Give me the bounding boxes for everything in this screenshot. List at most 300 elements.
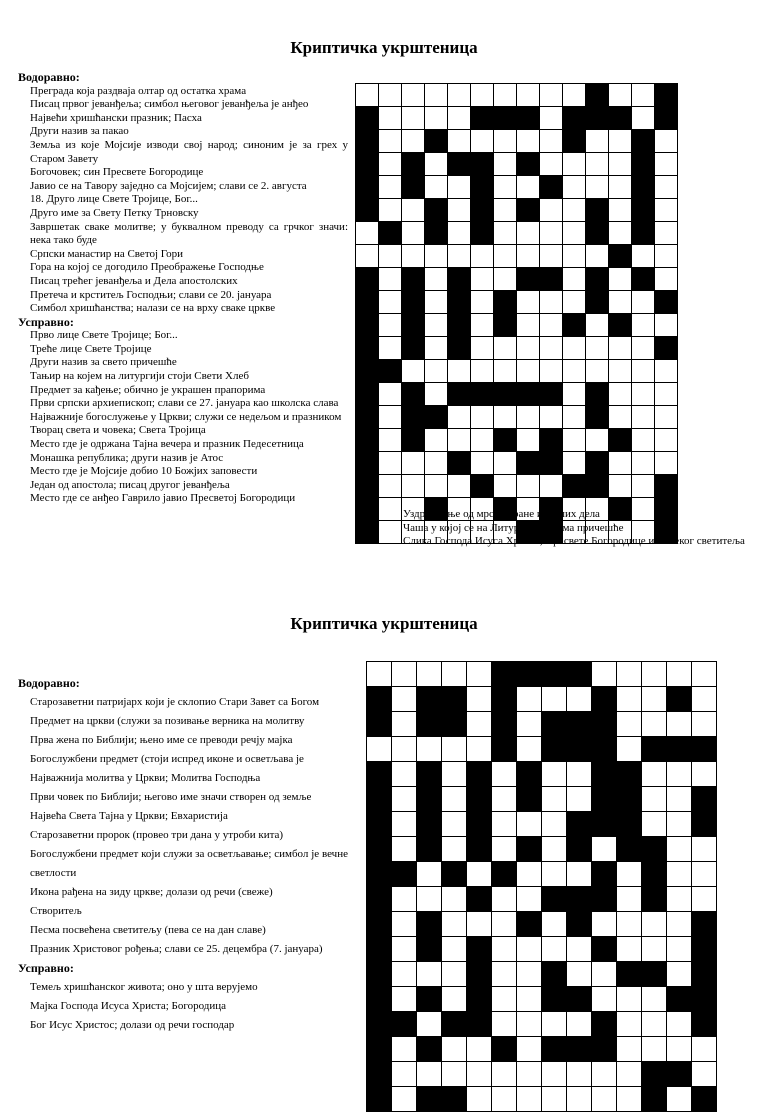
- puzzle1-letter-cell[interactable]: [402, 84, 424, 106]
- puzzle2-letter-cell[interactable]: [467, 1087, 491, 1111]
- puzzle1-letter-cell[interactable]: [494, 268, 516, 290]
- puzzle2-letter-cell[interactable]: [692, 762, 716, 786]
- puzzle2-letter-cell[interactable]: [642, 712, 666, 736]
- puzzle2-letter-cell[interactable]: [392, 662, 416, 686]
- puzzle1-letter-cell[interactable]: [471, 245, 493, 267]
- puzzle1-letter-cell[interactable]: [471, 429, 493, 451]
- puzzle2-letter-cell[interactable]: [442, 887, 466, 911]
- puzzle1-letter-cell[interactable]: [471, 130, 493, 152]
- puzzle2-letter-cell[interactable]: [642, 662, 666, 686]
- puzzle1-letter-cell[interactable]: [379, 176, 401, 198]
- puzzle2-letter-cell[interactable]: [567, 862, 591, 886]
- puzzle2-letter-cell[interactable]: [417, 737, 441, 761]
- puzzle2-letter-cell[interactable]: [567, 1087, 591, 1111]
- puzzle1-letter-cell[interactable]: [379, 337, 401, 359]
- puzzle1-letter-cell[interactable]: [448, 84, 470, 106]
- puzzle1-letter-cell[interactable]: [425, 429, 447, 451]
- puzzle2-letter-cell[interactable]: [667, 812, 691, 836]
- puzzle2-letter-cell[interactable]: [642, 912, 666, 936]
- puzzle2-letter-cell[interactable]: [542, 812, 566, 836]
- puzzle2-letter-cell[interactable]: [492, 937, 516, 961]
- puzzle1-letter-cell[interactable]: [517, 314, 539, 336]
- puzzle1-letter-cell[interactable]: [448, 130, 470, 152]
- puzzle1-letter-cell[interactable]: [448, 245, 470, 267]
- puzzle1-letter-cell[interactable]: [402, 199, 424, 221]
- puzzle2-letter-cell[interactable]: [492, 962, 516, 986]
- puzzle2-letter-cell[interactable]: [542, 762, 566, 786]
- puzzle2-letter-cell[interactable]: [417, 1012, 441, 1036]
- puzzle2-letter-cell[interactable]: [442, 787, 466, 811]
- puzzle1-letter-cell[interactable]: [632, 314, 654, 336]
- puzzle2-letter-cell[interactable]: [467, 737, 491, 761]
- puzzle2-letter-cell[interactable]: [617, 937, 641, 961]
- puzzle1-letter-cell[interactable]: [540, 291, 562, 313]
- puzzle2-letter-cell[interactable]: [492, 1012, 516, 1036]
- puzzle2-letter-cell[interactable]: [667, 887, 691, 911]
- puzzle2-letter-cell[interactable]: [567, 1062, 591, 1086]
- puzzle2-letter-cell[interactable]: [492, 812, 516, 836]
- puzzle2-letter-cell[interactable]: [617, 912, 641, 936]
- puzzle2-letter-cell[interactable]: [467, 862, 491, 886]
- puzzle2-letter-cell[interactable]: [592, 1087, 616, 1111]
- puzzle1-letter-cell[interactable]: [379, 521, 401, 543]
- puzzle2-letter-cell[interactable]: [642, 937, 666, 961]
- puzzle2-letter-cell[interactable]: [567, 762, 591, 786]
- puzzle1-letter-cell[interactable]: [517, 337, 539, 359]
- puzzle2-letter-cell[interactable]: [667, 1037, 691, 1061]
- puzzle2-letter-cell[interactable]: [442, 812, 466, 836]
- puzzle1-letter-cell[interactable]: [379, 452, 401, 474]
- puzzle1-letter-cell[interactable]: [425, 452, 447, 474]
- puzzle2-letter-cell[interactable]: [517, 962, 541, 986]
- puzzle2-letter-cell[interactable]: [492, 787, 516, 811]
- puzzle2-letter-cell[interactable]: [692, 687, 716, 711]
- puzzle1-letter-cell[interactable]: [655, 130, 677, 152]
- puzzle2-letter-cell[interactable]: [617, 737, 641, 761]
- puzzle2-letter-cell[interactable]: [617, 1012, 641, 1036]
- puzzle1-letter-cell[interactable]: [379, 406, 401, 428]
- puzzle2-letter-cell[interactable]: [542, 787, 566, 811]
- puzzle2-letter-cell[interactable]: [592, 662, 616, 686]
- puzzle1-letter-cell[interactable]: [632, 245, 654, 267]
- puzzle2-letter-cell[interactable]: [567, 787, 591, 811]
- puzzle1-letter-cell[interactable]: [494, 176, 516, 198]
- puzzle2-letter-cell[interactable]: [392, 962, 416, 986]
- puzzle1-letter-cell[interactable]: [402, 222, 424, 244]
- puzzle1-letter-cell[interactable]: [517, 176, 539, 198]
- puzzle2-letter-cell[interactable]: [442, 662, 466, 686]
- puzzle2-letter-cell[interactable]: [392, 687, 416, 711]
- puzzle1-letter-cell[interactable]: [494, 245, 516, 267]
- puzzle2-letter-cell[interactable]: [492, 887, 516, 911]
- puzzle1-letter-cell[interactable]: [379, 383, 401, 405]
- puzzle1-letter-cell[interactable]: [540, 222, 562, 244]
- puzzle2-letter-cell[interactable]: [492, 837, 516, 861]
- puzzle1-letter-cell[interactable]: [402, 475, 424, 497]
- puzzle2-letter-cell[interactable]: [567, 1012, 591, 1036]
- puzzle1-letter-cell[interactable]: [448, 222, 470, 244]
- puzzle1-letter-cell[interactable]: [609, 84, 631, 106]
- puzzle1-letter-cell[interactable]: [471, 84, 493, 106]
- puzzle2-letter-cell[interactable]: [617, 862, 641, 886]
- puzzle2-letter-cell[interactable]: [517, 712, 541, 736]
- puzzle2-letter-cell[interactable]: [517, 1012, 541, 1036]
- puzzle2-letter-cell[interactable]: [492, 1062, 516, 1086]
- puzzle1-letter-cell[interactable]: [540, 130, 562, 152]
- puzzle1-letter-cell[interactable]: [540, 475, 562, 497]
- puzzle2-letter-cell[interactable]: [667, 1012, 691, 1036]
- puzzle2-letter-cell[interactable]: [442, 837, 466, 861]
- puzzle2-letter-cell[interactable]: [667, 862, 691, 886]
- puzzle2-letter-cell[interactable]: [467, 912, 491, 936]
- puzzle2-letter-cell[interactable]: [692, 837, 716, 861]
- puzzle1-letter-cell[interactable]: [563, 153, 585, 175]
- puzzle1-letter-cell[interactable]: [609, 153, 631, 175]
- puzzle1-letter-cell[interactable]: [517, 245, 539, 267]
- puzzle1-letter-cell[interactable]: [425, 176, 447, 198]
- puzzle2-letter-cell[interactable]: [517, 812, 541, 836]
- puzzle1-letter-cell[interactable]: [379, 84, 401, 106]
- puzzle1-letter-cell[interactable]: [425, 337, 447, 359]
- puzzle1-letter-cell[interactable]: [425, 84, 447, 106]
- puzzle1-letter-cell[interactable]: [517, 429, 539, 451]
- puzzle1-letter-cell[interactable]: [494, 452, 516, 474]
- puzzle1-letter-cell[interactable]: [517, 222, 539, 244]
- puzzle1-letter-cell[interactable]: [609, 268, 631, 290]
- puzzle2-letter-cell[interactable]: [367, 737, 391, 761]
- puzzle2-letter-cell[interactable]: [392, 1037, 416, 1061]
- puzzle1-letter-cell[interactable]: [632, 291, 654, 313]
- puzzle1-letter-cell[interactable]: [471, 337, 493, 359]
- puzzle1-letter-cell[interactable]: [563, 176, 585, 198]
- puzzle1-letter-cell[interactable]: [540, 107, 562, 129]
- puzzle2-letter-cell[interactable]: [392, 987, 416, 1011]
- puzzle1-letter-cell[interactable]: [402, 245, 424, 267]
- puzzle2-letter-cell[interactable]: [442, 962, 466, 986]
- puzzle1-letter-cell[interactable]: [379, 107, 401, 129]
- puzzle2-letter-cell[interactable]: [542, 1012, 566, 1036]
- puzzle2-letter-cell[interactable]: [692, 1037, 716, 1061]
- puzzle2-letter-cell[interactable]: [442, 937, 466, 961]
- puzzle1-letter-cell[interactable]: [655, 452, 677, 474]
- puzzle2-letter-cell[interactable]: [667, 1087, 691, 1111]
- puzzle2-letter-cell[interactable]: [642, 1037, 666, 1061]
- puzzle1-letter-cell[interactable]: [655, 153, 677, 175]
- puzzle2-letter-cell[interactable]: [592, 987, 616, 1011]
- puzzle1-letter-cell[interactable]: [471, 360, 493, 382]
- puzzle1-letter-cell[interactable]: [425, 107, 447, 129]
- puzzle2-letter-cell[interactable]: [667, 762, 691, 786]
- puzzle1-letter-cell[interactable]: [609, 222, 631, 244]
- puzzle1-letter-cell[interactable]: [448, 107, 470, 129]
- puzzle1-letter-cell[interactable]: [448, 406, 470, 428]
- puzzle2-letter-cell[interactable]: [642, 687, 666, 711]
- puzzle1-letter-cell[interactable]: [655, 383, 677, 405]
- puzzle1-letter-cell[interactable]: [471, 268, 493, 290]
- puzzle1-letter-cell[interactable]: [517, 291, 539, 313]
- puzzle2-letter-cell[interactable]: [442, 1037, 466, 1061]
- puzzle1-letter-cell[interactable]: [655, 268, 677, 290]
- puzzle1-letter-cell[interactable]: [425, 383, 447, 405]
- puzzle2-letter-cell[interactable]: [492, 1087, 516, 1111]
- puzzle1-letter-cell[interactable]: [655, 406, 677, 428]
- puzzle2-letter-cell[interactable]: [442, 912, 466, 936]
- puzzle1-letter-cell[interactable]: [356, 222, 378, 244]
- puzzle1-letter-cell[interactable]: [655, 199, 677, 221]
- puzzle1-letter-cell[interactable]: [494, 130, 516, 152]
- puzzle1-letter-cell[interactable]: [425, 291, 447, 313]
- puzzle2-letter-cell[interactable]: [467, 687, 491, 711]
- puzzle1-letter-cell[interactable]: [425, 475, 447, 497]
- puzzle2-letter-cell[interactable]: [517, 937, 541, 961]
- puzzle1-letter-cell[interactable]: [494, 222, 516, 244]
- puzzle1-letter-cell[interactable]: [586, 314, 608, 336]
- puzzle1-letter-cell[interactable]: [586, 429, 608, 451]
- puzzle1-letter-cell[interactable]: [540, 199, 562, 221]
- puzzle1-letter-cell[interactable]: [494, 360, 516, 382]
- puzzle2-letter-cell[interactable]: [642, 1012, 666, 1036]
- puzzle1-letter-cell[interactable]: [632, 475, 654, 497]
- puzzle2-letter-cell[interactable]: [642, 812, 666, 836]
- puzzle2-letter-cell[interactable]: [617, 662, 641, 686]
- puzzle1-letter-cell[interactable]: [563, 337, 585, 359]
- puzzle1-letter-cell[interactable]: [563, 406, 585, 428]
- puzzle1-letter-cell[interactable]: [632, 429, 654, 451]
- puzzle2-letter-cell[interactable]: [542, 1062, 566, 1086]
- puzzle1-letter-cell[interactable]: [540, 406, 562, 428]
- puzzle1-letter-cell[interactable]: [632, 383, 654, 405]
- puzzle2-letter-cell[interactable]: [692, 862, 716, 886]
- puzzle2-letter-cell[interactable]: [467, 662, 491, 686]
- puzzle1-letter-cell[interactable]: [655, 429, 677, 451]
- puzzle1-letter-cell[interactable]: [517, 475, 539, 497]
- puzzle1-letter-cell[interactable]: [632, 337, 654, 359]
- puzzle1-letter-cell[interactable]: [609, 291, 631, 313]
- puzzle1-letter-cell[interactable]: [586, 337, 608, 359]
- puzzle2-letter-cell[interactable]: [392, 837, 416, 861]
- puzzle1-letter-cell[interactable]: [448, 199, 470, 221]
- puzzle2-letter-cell[interactable]: [517, 737, 541, 761]
- puzzle1-letter-cell[interactable]: [379, 314, 401, 336]
- puzzle1-letter-cell[interactable]: [517, 130, 539, 152]
- puzzle1-letter-cell[interactable]: [517, 360, 539, 382]
- puzzle2-letter-cell[interactable]: [592, 837, 616, 861]
- puzzle2-letter-cell[interactable]: [642, 987, 666, 1011]
- puzzle1-letter-cell[interactable]: [632, 406, 654, 428]
- puzzle2-letter-cell[interactable]: [392, 912, 416, 936]
- puzzle1-letter-cell[interactable]: [563, 452, 585, 474]
- puzzle2-letter-cell[interactable]: [667, 662, 691, 686]
- puzzle2-letter-cell[interactable]: [492, 912, 516, 936]
- puzzle1-letter-cell[interactable]: [609, 406, 631, 428]
- puzzle2-letter-cell[interactable]: [392, 1087, 416, 1111]
- puzzle1-letter-cell[interactable]: [609, 176, 631, 198]
- puzzle1-letter-cell[interactable]: [425, 245, 447, 267]
- puzzle2-letter-cell[interactable]: [442, 737, 466, 761]
- puzzle1-letter-cell[interactable]: [563, 199, 585, 221]
- puzzle2-letter-cell[interactable]: [392, 812, 416, 836]
- puzzle1-letter-cell[interactable]: [609, 475, 631, 497]
- puzzle1-letter-cell[interactable]: [471, 314, 493, 336]
- puzzle1-letter-cell[interactable]: [494, 337, 516, 359]
- puzzle1-letter-cell[interactable]: [448, 475, 470, 497]
- puzzle1-letter-cell[interactable]: [540, 360, 562, 382]
- puzzle1-letter-cell[interactable]: [563, 291, 585, 313]
- puzzle2-letter-cell[interactable]: [467, 712, 491, 736]
- puzzle1-letter-cell[interactable]: [609, 383, 631, 405]
- puzzle2-letter-cell[interactable]: [417, 862, 441, 886]
- puzzle2-letter-cell[interactable]: [692, 887, 716, 911]
- puzzle2-letter-cell[interactable]: [392, 937, 416, 961]
- puzzle2-letter-cell[interactable]: [392, 762, 416, 786]
- puzzle1-letter-cell[interactable]: [609, 199, 631, 221]
- puzzle2-letter-cell[interactable]: [642, 787, 666, 811]
- puzzle2-letter-cell[interactable]: [467, 1062, 491, 1086]
- puzzle1-letter-cell[interactable]: [632, 84, 654, 106]
- puzzle2-letter-cell[interactable]: [617, 887, 641, 911]
- puzzle1-letter-cell[interactable]: [655, 176, 677, 198]
- puzzle2-letter-cell[interactable]: [542, 912, 566, 936]
- puzzle2-letter-cell[interactable]: [617, 987, 641, 1011]
- puzzle1-letter-cell[interactable]: [586, 130, 608, 152]
- puzzle1-letter-cell[interactable]: [609, 337, 631, 359]
- puzzle2-letter-cell[interactable]: [667, 937, 691, 961]
- puzzle1-letter-cell[interactable]: [379, 291, 401, 313]
- puzzle2-letter-cell[interactable]: [517, 987, 541, 1011]
- puzzle2-letter-cell[interactable]: [517, 1037, 541, 1061]
- puzzle1-letter-cell[interactable]: [563, 222, 585, 244]
- puzzle2-letter-cell[interactable]: [367, 662, 391, 686]
- puzzle2-letter-cell[interactable]: [692, 1062, 716, 1086]
- puzzle2-letter-cell[interactable]: [492, 762, 516, 786]
- puzzle1-letter-cell[interactable]: [379, 475, 401, 497]
- puzzle1-letter-cell[interactable]: [586, 153, 608, 175]
- puzzle1-letter-cell[interactable]: [379, 199, 401, 221]
- puzzle2-letter-cell[interactable]: [567, 937, 591, 961]
- puzzle1-letter-cell[interactable]: [379, 498, 401, 520]
- puzzle1-letter-cell[interactable]: [379, 429, 401, 451]
- puzzle1-letter-cell[interactable]: [563, 245, 585, 267]
- puzzle2-letter-cell[interactable]: [667, 712, 691, 736]
- puzzle2-letter-cell[interactable]: [542, 862, 566, 886]
- puzzle1-letter-cell[interactable]: [586, 360, 608, 382]
- puzzle2-letter-cell[interactable]: [617, 1037, 641, 1061]
- puzzle2-letter-cell[interactable]: [517, 687, 541, 711]
- puzzle1-letter-cell[interactable]: [494, 406, 516, 428]
- puzzle1-letter-cell[interactable]: [471, 406, 493, 428]
- puzzle1-letter-cell[interactable]: [402, 130, 424, 152]
- puzzle1-letter-cell[interactable]: [402, 360, 424, 382]
- puzzle1-letter-cell[interactable]: [563, 383, 585, 405]
- puzzle2-letter-cell[interactable]: [392, 737, 416, 761]
- puzzle1-letter-cell[interactable]: [632, 360, 654, 382]
- puzzle2-letter-cell[interactable]: [617, 1087, 641, 1111]
- puzzle1-letter-cell[interactable]: [609, 360, 631, 382]
- puzzle2-letter-cell[interactable]: [442, 987, 466, 1011]
- puzzle2-letter-cell[interactable]: [592, 1062, 616, 1086]
- puzzle2-letter-cell[interactable]: [417, 662, 441, 686]
- puzzle1-letter-cell[interactable]: [655, 245, 677, 267]
- puzzle1-letter-cell[interactable]: [563, 360, 585, 382]
- puzzle1-letter-cell[interactable]: [540, 153, 562, 175]
- puzzle2-letter-cell[interactable]: [517, 1062, 541, 1086]
- puzzle2-letter-cell[interactable]: [542, 837, 566, 861]
- puzzle1-letter-cell[interactable]: [517, 84, 539, 106]
- puzzle2-letter-cell[interactable]: [667, 912, 691, 936]
- puzzle2-letter-cell[interactable]: [567, 687, 591, 711]
- puzzle2-letter-cell[interactable]: [542, 937, 566, 961]
- puzzle1-letter-cell[interactable]: [655, 314, 677, 336]
- puzzle2-letter-cell[interactable]: [517, 887, 541, 911]
- puzzle1-letter-cell[interactable]: [632, 107, 654, 129]
- puzzle1-letter-cell[interactable]: [379, 130, 401, 152]
- puzzle2-letter-cell[interactable]: [617, 687, 641, 711]
- puzzle1-letter-cell[interactable]: [563, 268, 585, 290]
- puzzle1-letter-cell[interactable]: [517, 406, 539, 428]
- puzzle1-letter-cell[interactable]: [494, 153, 516, 175]
- puzzle2-letter-cell[interactable]: [667, 962, 691, 986]
- puzzle1-letter-cell[interactable]: [632, 452, 654, 474]
- puzzle1-letter-cell[interactable]: [425, 268, 447, 290]
- puzzle1-letter-cell[interactable]: [379, 153, 401, 175]
- puzzle2-letter-cell[interactable]: [417, 1062, 441, 1086]
- puzzle2-letter-cell[interactable]: [467, 1037, 491, 1061]
- puzzle2-letter-cell[interactable]: [442, 762, 466, 786]
- puzzle1-letter-cell[interactable]: [540, 337, 562, 359]
- puzzle2-letter-cell[interactable]: [567, 962, 591, 986]
- puzzle1-letter-cell[interactable]: [379, 245, 401, 267]
- puzzle2-letter-cell[interactable]: [492, 987, 516, 1011]
- puzzle2-letter-cell[interactable]: [667, 837, 691, 861]
- puzzle2-letter-cell[interactable]: [392, 887, 416, 911]
- puzzle1-letter-cell[interactable]: [425, 314, 447, 336]
- puzzle2-letter-cell[interactable]: [392, 787, 416, 811]
- puzzle1-letter-cell[interactable]: [540, 314, 562, 336]
- puzzle2-letter-cell[interactable]: [592, 912, 616, 936]
- puzzle1-letter-cell[interactable]: [540, 245, 562, 267]
- puzzle2-letter-cell[interactable]: [617, 712, 641, 736]
- puzzle1-letter-cell[interactable]: [586, 176, 608, 198]
- puzzle1-letter-cell[interactable]: [471, 291, 493, 313]
- puzzle2-letter-cell[interactable]: [542, 687, 566, 711]
- puzzle2-letter-cell[interactable]: [517, 862, 541, 886]
- puzzle2-letter-cell[interactable]: [392, 1062, 416, 1086]
- puzzle1-letter-cell[interactable]: [356, 84, 378, 106]
- puzzle1-letter-cell[interactable]: [448, 429, 470, 451]
- puzzle1-letter-cell[interactable]: [494, 84, 516, 106]
- puzzle1-letter-cell[interactable]: [402, 452, 424, 474]
- puzzle1-letter-cell[interactable]: [448, 360, 470, 382]
- puzzle2-letter-cell[interactable]: [692, 712, 716, 736]
- puzzle2-letter-cell[interactable]: [392, 712, 416, 736]
- puzzle1-letter-cell[interactable]: [655, 360, 677, 382]
- puzzle2-letter-cell[interactable]: [442, 1062, 466, 1086]
- puzzle1-letter-cell[interactable]: [471, 452, 493, 474]
- puzzle2-letter-cell[interactable]: [617, 1062, 641, 1086]
- puzzle1-letter-cell[interactable]: [540, 84, 562, 106]
- puzzle1-letter-cell[interactable]: [586, 245, 608, 267]
- puzzle2-letter-cell[interactable]: [517, 1087, 541, 1111]
- puzzle1-letter-cell[interactable]: [425, 360, 447, 382]
- puzzle1-letter-cell[interactable]: [655, 222, 677, 244]
- puzzle1-letter-cell[interactable]: [379, 268, 401, 290]
- puzzle1-letter-cell[interactable]: [609, 452, 631, 474]
- puzzle2-letter-cell[interactable]: [592, 962, 616, 986]
- puzzle1-letter-cell[interactable]: [425, 153, 447, 175]
- puzzle1-letter-cell[interactable]: [356, 245, 378, 267]
- puzzle1-letter-cell[interactable]: [609, 130, 631, 152]
- puzzle2-letter-cell[interactable]: [417, 887, 441, 911]
